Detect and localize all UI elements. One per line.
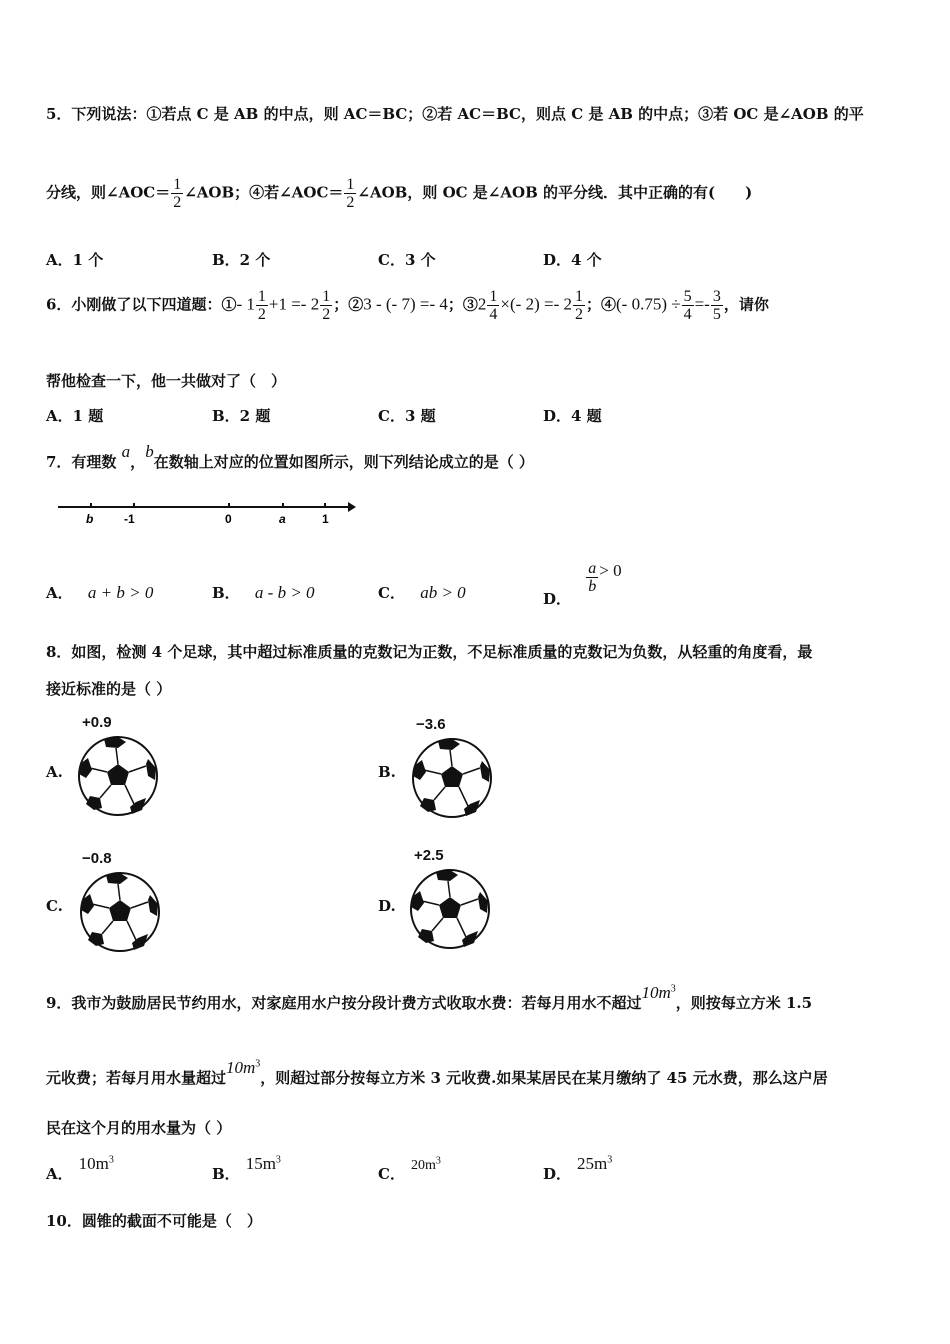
q7-var-b: b	[145, 442, 154, 461]
q6-option-b[interactable]: B．2 题	[212, 407, 271, 425]
q6-expr3-frac2: $\frac{1}{2}$	[574, 288, 583, 323]
label-neg1: -1	[124, 512, 135, 526]
q8-ball-d-value: +2.5	[414, 847, 444, 864]
q6-expr3-a: 2	[477, 294, 487, 314]
q8-option-c-letter[interactable]: C.	[46, 897, 63, 915]
soccer-ball-icon[interactable]	[410, 736, 494, 820]
q6-option-d[interactable]: D．4 题	[543, 407, 602, 425]
q6-expr1-a: - 1	[236, 294, 255, 314]
q7-option-b-label: B．	[212, 584, 240, 602]
q6-prefix: 6．小刚做了以下四道题：①	[46, 295, 237, 314]
q6-expr3-frac: $\frac{1}{4}$	[489, 288, 498, 323]
q9-option-d[interactable]	[543, 1154, 613, 1184]
label-0: 0	[225, 512, 232, 526]
number-line-figure	[50, 490, 360, 530]
q6-option-a[interactable]: A．1 题	[46, 407, 104, 425]
q5-frac-half: $\frac{1}{2}$	[173, 176, 182, 211]
q5-line1: 5．下列说法：①若点 C 是 AB 的中点，则 AC＝BC；②若 AC＝BC，则点 C 是 AB 的中点；③若 OC 是∠AOB 的平	[46, 105, 864, 123]
q8-line2: 接近标准的是（ ）	[46, 680, 172, 698]
q9-line2	[46, 1058, 828, 1088]
q8-ball-c-value: −0.8	[82, 850, 112, 867]
q9-line2-b: ，则超过部分按每立方米 3 元收费.如果某居民在某月缴纳了 45 元水费，那么这户居	[260, 1069, 828, 1087]
q8-option-d-letter[interactable]: D.	[378, 897, 396, 915]
q7-option-d-rest: > 0	[599, 560, 622, 580]
q7-var-a: a	[121, 442, 131, 461]
q10-line1: 10．圆锥的截面不可能是（ ）	[46, 1212, 262, 1230]
q6-option-c[interactable]: C．3 题	[378, 407, 436, 425]
label-1: 1	[322, 512, 329, 526]
soccer-ball-icon[interactable]	[76, 734, 160, 818]
soccer-ball-icon[interactable]	[408, 867, 492, 951]
q5-text-b: ∠AOB；④若∠AOC＝	[184, 183, 344, 202]
q6-expr4-frac: $\frac{5}{4}$	[683, 288, 692, 323]
q8-ball-b-value: −3.6	[416, 716, 446, 733]
q8-option-b-letter[interactable]: B.	[378, 763, 396, 781]
q9-option-d-label: D．	[543, 1165, 572, 1183]
q9-option-a-value: $10m^3$	[78, 1154, 114, 1173]
q5-option-a[interactable]: A．1 个	[46, 251, 104, 269]
q9-option-c-label: C．	[378, 1165, 405, 1183]
q9-line2-a: 元收费；若每月用水量超过	[46, 1069, 227, 1087]
q6-suffix: ，请你	[723, 295, 769, 314]
q9-option-c[interactable]	[378, 1155, 441, 1184]
q9-unit1: $10m^3$	[641, 983, 676, 1002]
q9-option-b-value: $15m^3$	[245, 1154, 281, 1173]
q9-unit2: $10m^3$	[226, 1058, 261, 1077]
number-line-arrow	[348, 502, 356, 512]
q9-option-c-value: $20m^3$	[410, 1155, 441, 1173]
label-a: a	[279, 512, 286, 526]
q8-ball-a-value: +0.9	[82, 714, 112, 731]
q9-line3: 民在这个月的用水量为（ ）	[46, 1119, 232, 1137]
q7-comma: ，	[130, 453, 146, 471]
q6-expr4-a: (- 0.75) ÷	[616, 294, 681, 314]
q7-prefix: 7．有理数	[46, 453, 117, 471]
q5-line2	[46, 176, 752, 211]
q7-option-a[interactable]	[46, 582, 153, 603]
q6-expr1-mid: +1 =- 2	[268, 294, 320, 314]
q7-option-a-label: A．	[46, 584, 73, 602]
q7-option-c[interactable]	[378, 582, 466, 603]
q5-frac-half-2: $\frac{1}{2}$	[346, 176, 355, 211]
q9-option-d-value: $25m^3$	[577, 1154, 613, 1173]
q6-expr4-mid: =-	[694, 294, 710, 314]
q7-suffix: 在数轴上对应的位置如图所示，则下列结论成立的是（ ）	[153, 453, 534, 471]
q5-option-c[interactable]: C．3 个	[378, 251, 436, 269]
q6-expr4-frac2: $\frac{3}{5}$	[712, 288, 721, 323]
q6-expr3-mid: ×(- 2) =- 2	[500, 294, 572, 314]
q9-line1	[46, 983, 813, 1013]
q9-option-b[interactable]	[212, 1154, 281, 1184]
q8-line1: 8．如图，检测 4 个足球，其中超过标准质量的克数记为正数，不足标准质量的克数记为负数，从轻重的角度看，最	[46, 643, 813, 661]
q5-option-b[interactable]: B．2 个	[212, 251, 271, 269]
q6-expr2: 3 - (- 7) =- 4	[363, 294, 448, 314]
q5-text-c: ∠AOB，则 OC 是∠AOB 的平分线．其中正确的有( )	[357, 183, 753, 202]
q7-line1	[46, 442, 534, 472]
soccer-ball-icon[interactable]	[78, 870, 162, 954]
q6-line1	[46, 288, 769, 323]
q7-option-a-expr: a + b > 0	[87, 583, 154, 602]
q6-expr1-frac2: $\frac{1}{2}$	[322, 288, 331, 323]
q7-option-d-frac: $\frac{a}{b}$	[588, 560, 597, 595]
q7-option-c-label: C．	[378, 584, 405, 602]
q7-option-b[interactable]	[212, 582, 315, 603]
q7-option-b-expr: a - b > 0	[254, 583, 315, 602]
q6-sep4: ；④	[585, 295, 616, 314]
q6-expr1-frac: $\frac{1}{2}$	[257, 288, 266, 323]
q9-option-a-label: A．	[46, 1165, 73, 1183]
q9-line1-a: 9．我市为鼓励居民节约用水，对家庭用水户按分段计费方式收取水费：若每月用水不超过	[46, 994, 642, 1012]
q7-option-c-expr: ab > 0	[420, 583, 466, 602]
label-b: b	[86, 512, 94, 526]
q9-option-b-label: B．	[212, 1165, 240, 1183]
q8-option-a-letter[interactable]: A.	[46, 763, 63, 781]
q7-option-d-label: D．	[543, 589, 572, 608]
q9-option-a[interactable]	[46, 1154, 114, 1184]
q6-sep2: ；②	[333, 295, 364, 314]
q9-line1-b: ，则按每立方米 1.5	[675, 994, 813, 1012]
q7-option-d[interactable]	[543, 560, 622, 608]
q5-option-d[interactable]: D．4 个	[543, 251, 602, 269]
q5-text-a: 分线，则∠AOC＝	[46, 183, 171, 202]
q6-line2: 帮他检查一下，他一共做对了（ ）	[46, 372, 287, 390]
q6-sep3: ；③	[447, 295, 478, 314]
